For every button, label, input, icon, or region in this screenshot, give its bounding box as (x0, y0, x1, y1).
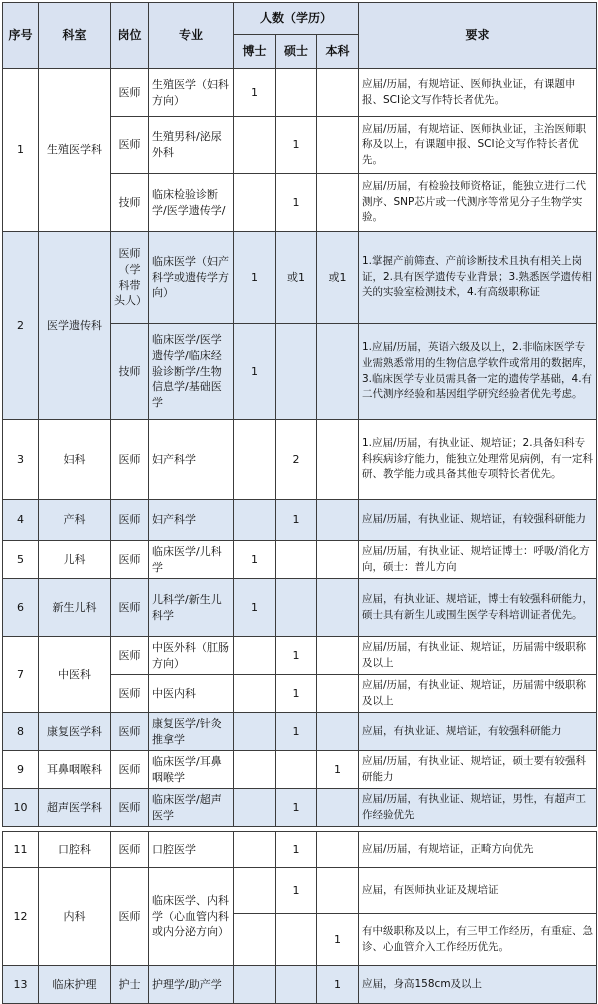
cell-seq: 7 (3, 637, 39, 713)
cell-requirements: 应届/历届，有执业证、规培证，历届需中级职称及以上 (359, 675, 597, 713)
header-seq: 序号 (3, 3, 39, 69)
cell-phd (234, 868, 276, 914)
cell-major: 护理学/助产学 (149, 966, 234, 1004)
cell-requirements: 应届/历届，有执业证、规培证博士：呼吸/消化方向，硕士：普儿方向 (359, 541, 597, 579)
cell-bachelor: 或1 (317, 232, 359, 324)
cell-bachelor: 1 (317, 914, 359, 966)
cell-seq: 4 (3, 500, 39, 541)
cell-phd (234, 713, 276, 751)
header-phd: 博士 (234, 35, 276, 69)
header-requirements: 要求 (359, 3, 597, 69)
cell-post: 医师 (111, 541, 149, 579)
cell-master: 或1 (276, 232, 317, 324)
cell-phd (234, 637, 276, 675)
cell-post: 医师 (111, 675, 149, 713)
cell-bachelor: 1 (317, 966, 359, 1004)
table-row (3, 789, 597, 827)
cell-bachelor (317, 420, 359, 500)
cell-master (276, 914, 317, 966)
cell-requirements: 应届/历届，有执业证、规培证，历届需中级职称及以上 (359, 637, 597, 675)
cell-major: 临床检验诊断学/医学遗传学/ (149, 174, 234, 232)
cell-master: 1 (276, 832, 317, 868)
cell-requirements: 应届，有医师执业证及规培证 (359, 868, 597, 914)
cell-major: 口腔医学 (149, 832, 234, 868)
cell-major: 临床医学/超声医学 (149, 789, 234, 827)
cell-post: 医师 (111, 579, 149, 637)
cell-phd (234, 751, 276, 789)
cell-requirements: 应届/历届，有执业证、规培证，硕士要有较强科研能力 (359, 751, 597, 789)
cell-master (276, 751, 317, 789)
cell-major: 临床医学/耳鼻咽喉学 (149, 751, 234, 789)
cell-bachelor (317, 500, 359, 541)
table-row (3, 637, 597, 675)
cell-phd (234, 675, 276, 713)
cell-bachelor (317, 579, 359, 637)
cell-master: 1 (276, 868, 317, 914)
cell-post: 技师 (111, 174, 149, 232)
table-row (3, 868, 597, 914)
cell-requirements: 1.应届/历届，英语六级及以上，2.非临床医学专业需熟悉常用的生物信息学软件或常用的数据库，3.临床医学专业员需具备一定的遗传学基础，4.有二代测序经验和基因组学研究经验者优先考虑。 (359, 324, 597, 420)
cell-bachelor (317, 789, 359, 827)
cell-master: 1 (276, 789, 317, 827)
cell-seq: 12 (3, 868, 39, 966)
table-row (3, 966, 597, 1004)
cell-major: 临床医学/医学遗传学/临床经验诊断学/生物信息学/基础医学 (149, 324, 234, 420)
cell-phd: 1 (234, 69, 276, 117)
cell-requirements: 有中级职称及以上，有三甲工作经历，有重症、急诊、心血管介入工作经历优先。 (359, 914, 597, 966)
cell-bachelor (317, 324, 359, 420)
cell-major: 临床医学（妇产科学或遗传学方向） (149, 232, 234, 324)
cell-post: 医师（学科带头人） (111, 232, 149, 324)
cell-master (276, 541, 317, 579)
cell-post: 医师 (111, 868, 149, 966)
cell-dept: 临床护理 (39, 966, 111, 1004)
cell-requirements: 1.应届/历届，有执业证、规培证；2.具备妇科专科疾病诊疗能力，能独立处理常见病例，有一定科研、教学能力或具备其他专项特长者优先。 (359, 420, 597, 500)
cell-bachelor (317, 713, 359, 751)
cell-seq: 1 (3, 69, 39, 232)
cell-bachelor (317, 117, 359, 174)
cell-major: 康复医学/针灸推拿学 (149, 713, 234, 751)
cell-dept: 新生儿科 (39, 579, 111, 637)
cell-dept: 产科 (39, 500, 111, 541)
cell-bachelor (317, 69, 359, 117)
cell-dept: 耳鼻咽喉科 (39, 751, 111, 789)
cell-seq: 2 (3, 232, 39, 420)
cell-seq: 11 (3, 832, 39, 868)
cell-requirements: 应届，身高158cm及以上 (359, 966, 597, 1004)
cell-dept: 康复医学科 (39, 713, 111, 751)
cell-master (276, 69, 317, 117)
cell-bachelor (317, 637, 359, 675)
cell-post: 医师 (111, 117, 149, 174)
cell-post: 医师 (111, 69, 149, 117)
cell-seq: 5 (3, 541, 39, 579)
cell-phd: 1 (234, 324, 276, 420)
cell-master: 1 (276, 713, 317, 751)
cell-phd (234, 420, 276, 500)
table-row (3, 232, 597, 324)
cell-requirements: 应届/历届，有规培证、医师执业证，有课题申报、SCI论文写作特长者优先。 (359, 69, 597, 117)
cell-phd (234, 789, 276, 827)
cell-bachelor (317, 541, 359, 579)
cell-master (276, 579, 317, 637)
cell-requirements: 应届，有执业证、规培证，有较强科研能力 (359, 713, 597, 751)
cell-master: 1 (276, 117, 317, 174)
cell-seq: 6 (3, 579, 39, 637)
table-row (3, 751, 597, 789)
cell-post: 医师 (111, 751, 149, 789)
cell-phd: 1 (234, 579, 276, 637)
cell-major: 中医外科（肛肠方向） (149, 637, 234, 675)
cell-post: 医师 (111, 789, 149, 827)
header-major: 专业 (149, 3, 234, 69)
header-dept: 科室 (39, 3, 111, 69)
cell-major: 生殖男科/泌尿外科 (149, 117, 234, 174)
cell-bachelor (317, 832, 359, 868)
cell-dept: 内科 (39, 868, 111, 966)
cell-phd (234, 174, 276, 232)
cell-master (276, 324, 317, 420)
table-row (3, 832, 597, 868)
cell-post: 医师 (111, 420, 149, 500)
cell-major: 生殖医学（妇科方向） (149, 69, 234, 117)
cell-bachelor (317, 868, 359, 914)
cell-seq: 3 (3, 420, 39, 500)
cell-master (276, 966, 317, 1004)
cell-dept: 妇科 (39, 420, 111, 500)
cell-dept: 超声医学科 (39, 789, 111, 827)
table-row (3, 420, 597, 500)
cell-master: 1 (276, 675, 317, 713)
cell-phd (234, 500, 276, 541)
cell-dept: 儿科 (39, 541, 111, 579)
cell-requirements: 应届/历届，有规培证、医师执业证，主治医师职称及以上，有课题申报、SCI论文写作特长者优先。 (359, 117, 597, 174)
cell-post: 医师 (111, 713, 149, 751)
cell-post: 医师 (111, 637, 149, 675)
cell-requirements: 应届/历届，有执业证、规培证，男性，有超声工作经验优先 (359, 789, 597, 827)
cell-master: 2 (276, 420, 317, 500)
cell-post: 医师 (111, 500, 149, 541)
cell-post: 医师 (111, 832, 149, 868)
cell-seq: 10 (3, 789, 39, 827)
cell-requirements: 1.掌握产前筛查、产前诊断技术且执有相关上岗证，2.具有医学遗传专业背景；3.熟悉医学遗传相关的实验室检测技术，4.有高级职称证 (359, 232, 597, 324)
header-post: 岗位 (111, 3, 149, 69)
cell-dept: 生殖医学科 (39, 69, 111, 232)
recruitment-table (2, 2, 597, 1004)
header-master: 硕士 (276, 35, 317, 69)
cell-requirements: 应届/历届，有规培证，正畸方向优先 (359, 832, 597, 868)
cell-bachelor (317, 675, 359, 713)
cell-phd (234, 832, 276, 868)
cell-post: 技师 (111, 324, 149, 420)
cell-requirements: 应届，有执业证、规培证，博士有较强科研能力，硕士具有新生儿或围生医学专科培训证者优先。 (359, 579, 597, 637)
table-row (3, 579, 597, 637)
cell-phd (234, 966, 276, 1004)
cell-bachelor: 1 (317, 751, 359, 789)
cell-major: 妇产科学 (149, 500, 234, 541)
cell-seq: 8 (3, 713, 39, 751)
cell-major: 临床医学、内科学（心血管内科或内分泌方向） (149, 868, 234, 966)
cell-major: 儿科学/新生儿科学 (149, 579, 234, 637)
cell-master: 1 (276, 637, 317, 675)
cell-requirements: 应届/历届，有执业证、规培证，有较强科研能力 (359, 500, 597, 541)
cell-dept: 中医科 (39, 637, 111, 713)
cell-major: 妇产科学 (149, 420, 234, 500)
header-bachelor: 本科 (317, 35, 359, 69)
table-row (3, 713, 597, 751)
table-row (3, 69, 597, 117)
cell-dept: 口腔科 (39, 832, 111, 868)
cell-phd (234, 117, 276, 174)
cell-seq: 13 (3, 966, 39, 1004)
cell-post: 护士 (111, 966, 149, 1004)
cell-major: 临床医学/儿科学 (149, 541, 234, 579)
table-row (3, 500, 597, 541)
header-count-group: 人数（学历） (234, 3, 359, 35)
cell-major: 中医内科 (149, 675, 234, 713)
cell-master: 1 (276, 174, 317, 232)
cell-dept: 医学遗传科 (39, 232, 111, 420)
cell-master: 1 (276, 500, 317, 541)
cell-seq: 9 (3, 751, 39, 789)
cell-requirements: 应届/历届，有检验技师资格证，能独立进行二代测序、SNP芯片或一代测序等常见分子生物学实验。 (359, 174, 597, 232)
cell-bachelor (317, 174, 359, 232)
table-row (3, 541, 597, 579)
cell-phd: 1 (234, 232, 276, 324)
cell-phd (234, 914, 276, 966)
cell-phd: 1 (234, 541, 276, 579)
